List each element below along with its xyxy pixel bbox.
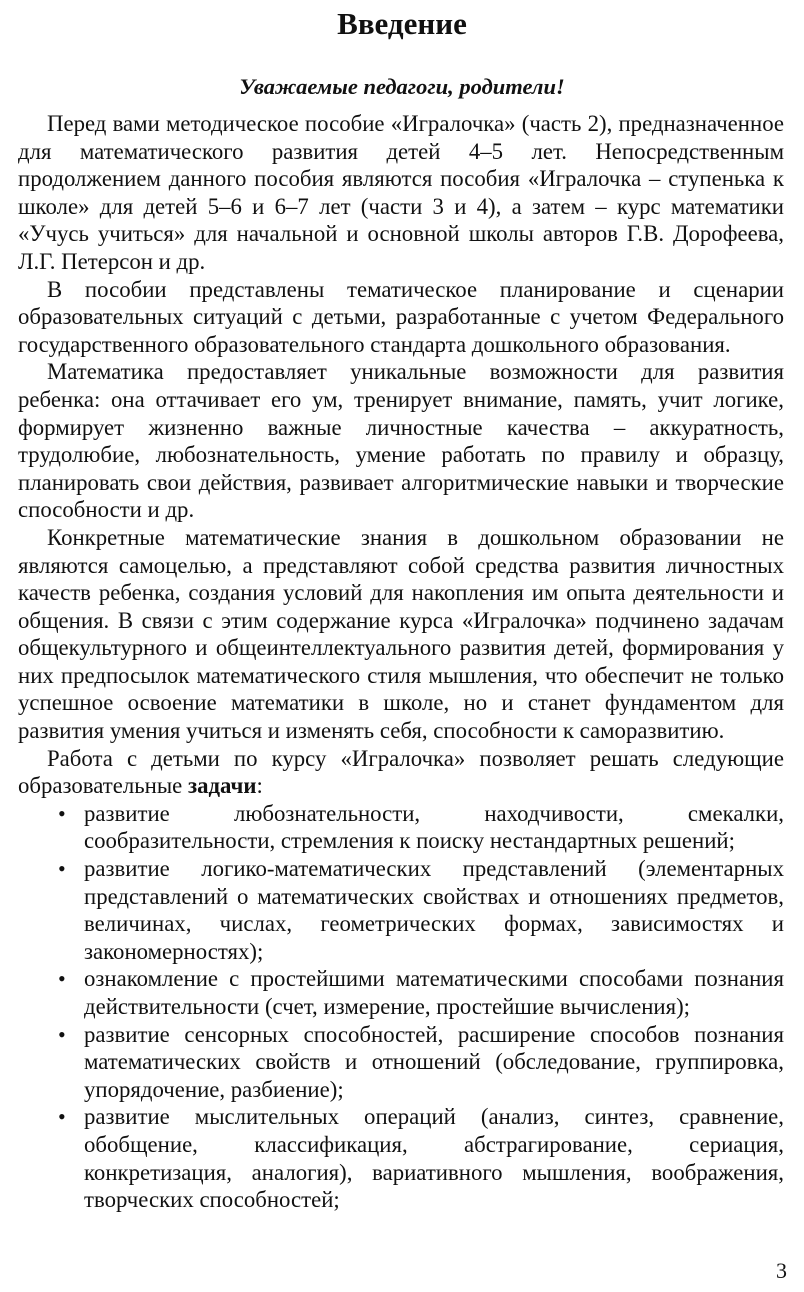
paragraph: В пособии представлены тематическое планирование и сценарии образовательных ситуаций с детьми, разработанные с учетом Федерального государственного образовательного стандарта дошкольного образования. (18, 276, 784, 357)
tasks-intro-colon: : (256, 773, 263, 799)
paragraph: Математика предоставляет уникальные возможности для развития ребенка: она оттачивает его ум, тренирует внимание, память, учит логике, формирует жизненно важные личностные качества – аккуратность, трудолюбие, любознательность, умение работать по правилу и образцу, планировать свои действия, развивает алгоритмические навыки и творческие способности и др. (18, 359, 784, 523)
bullet-icon: • (58, 1021, 66, 1047)
list-item-text: развитие любознательности, находчивости, смекалки, сообразительности, стремления к поиску нестандартных решений; (84, 800, 784, 854)
bullet-icon: • (58, 1104, 66, 1130)
page-title: Введение (337, 6, 467, 41)
list-item (18, 800, 784, 855)
paragraph: Конкретные математические знания в дошкольном образовании не являются самоцелью, а представляют собой средства развития личностных качеств ребенка, создания условий для накопления им опыта деятельности и общения. В связи с этим содержание курса «Игралочка» подчинено задачам общекультурного и общеинтеллектуального развития детей, формирования у них предпосылок математического стиля мышления, что обеспечит не только успешное освоение математики в школе, но и станет фундаментом для развития умения учиться и изменять себя, способности к саморазвитию. (18, 524, 784, 744)
list-item-text: развитие логико-математических представлений (элементарных представлений о математических свойствах и отношениях предметов, величинах, числах, геометрических формах, зависимостях и закономерностях); (84, 856, 784, 964)
page-number: 3 (776, 1258, 787, 1283)
list-item (18, 1021, 784, 1104)
bullet-icon: • (58, 856, 66, 882)
body-text (18, 110, 784, 1214)
tasks-intro-bold: задачи (187, 773, 257, 799)
bullet-icon: • (58, 800, 66, 826)
list-item-text: развитие сенсорных способностей, расширение способов познания математических свойств и отношений (обследование, группировка, упорядочение, разбиение); (84, 1021, 784, 1102)
list-item (18, 965, 784, 1020)
bullet-icon: • (58, 966, 66, 992)
list-item-text: развитие мыслительных операций (анализ, синтез, сравнение, обобщение, классификация, абстрагирование, сериация, конкретизация, аналогия), вариативного мышления, воображения, творческих способностей; (84, 1104, 784, 1213)
list-item (18, 855, 784, 965)
paragraph: Перед вами методическое пособие «Игралочка» (часть 2), предназначенное для математического развития детей 4–5 лет. Непосредственным продолжением данного пособия являются пособия «Игралочка – ступенька к школе» для детей 5–6 и 6–7 лет (части 3 и 4), а затем – курс математики «Учусь учиться» для начальной и основной школы авторов Г.В. Дорофеева, Л.Г. Петерсон и др. (18, 111, 784, 274)
list-item-text: ознакомление с простейшими математическими способами познания действительности (счет, измерение, простейшие вычисления); (84, 966, 784, 1019)
tasks-intro-text: Работа с детьми по курсу «Игралочка» позволяет решать следующие образовательные (18, 745, 784, 799)
tasks-list (18, 800, 784, 1214)
list-item (18, 1103, 784, 1213)
tasks-intro (18, 745, 784, 800)
salutation: Уважаемые педагоги, родители! (239, 74, 565, 99)
